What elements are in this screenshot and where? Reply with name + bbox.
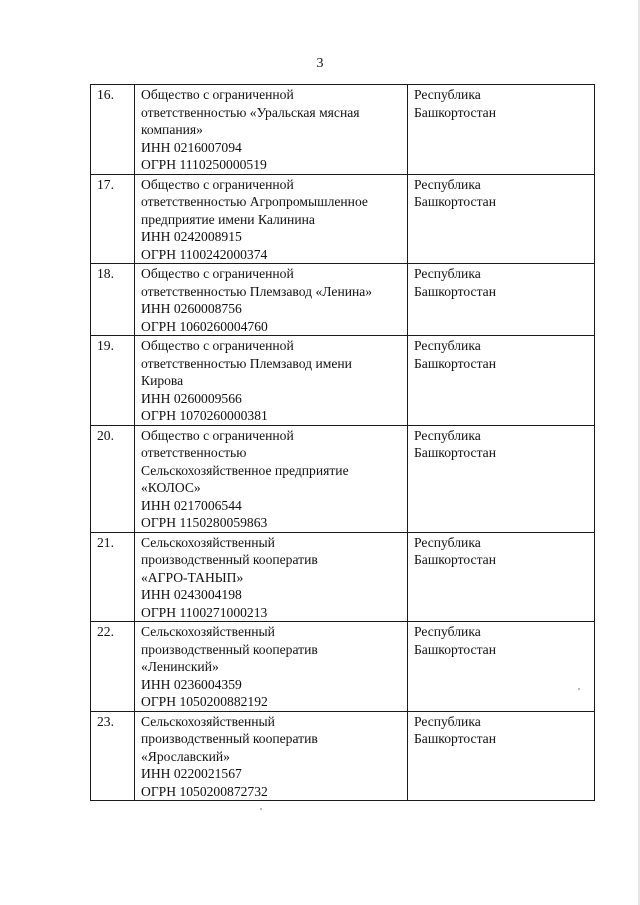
- organization-name-line: Сельскохозяйственный: [141, 534, 275, 550]
- inn-number: ИНН 0242008915: [141, 229, 242, 244]
- row-number: 22.: [91, 622, 135, 712]
- organization-name-line: Общество с ограниченной: [141, 338, 294, 353]
- organization-name-line: Общество с ограниченной: [141, 87, 294, 102]
- region-name-line: Башкортостан: [414, 355, 496, 371]
- organization-cell: [135, 425, 408, 532]
- region-name-line: Башкортостан: [414, 445, 496, 460]
- organization-registry-table: [90, 84, 595, 801]
- table-row: [91, 336, 595, 426]
- region-name-line: Республика: [414, 87, 481, 102]
- organization-name-line: производственный кооператив: [141, 552, 318, 567]
- organization-cell: [135, 336, 408, 426]
- region-cell: [408, 711, 595, 801]
- region-name-line: Республика: [414, 427, 481, 443]
- organization-name-line: Сельскохозяйственное предприятие: [141, 462, 349, 478]
- organization-name-line: «Ленинский»: [141, 659, 219, 674]
- ogrn-number: ОГРН 1100242000374: [141, 246, 268, 262]
- inn-number: ИНН 0236004359: [141, 676, 242, 692]
- ogrn-number: ОГРН 1100271000213: [141, 604, 268, 620]
- table-row: [91, 425, 595, 532]
- region-name-line: Башкортостан: [414, 641, 496, 657]
- scan-speck: [260, 808, 262, 810]
- ogrn-number: ОГРН 1110250000519: [141, 157, 267, 172]
- organization-cell: [135, 711, 408, 801]
- region-name-line: Республика: [414, 266, 481, 281]
- table-row: [91, 711, 595, 801]
- organization-cell: [135, 532, 408, 622]
- organization-name-line: ответственностью Агропромышленное: [141, 194, 368, 209]
- organization-cell: [135, 264, 408, 336]
- region-name-line: Республика: [414, 624, 481, 639]
- region-name-line: Башкортостан: [414, 731, 496, 746]
- organization-name-line: производственный кооператив: [141, 641, 318, 657]
- region-cell: [408, 85, 595, 175]
- organization-name-line: ответственностью Племзавод имени: [141, 355, 352, 371]
- inn-number: ИНН 0260008756: [141, 301, 242, 316]
- region-cell: [408, 622, 595, 712]
- page-number: 3: [316, 56, 324, 71]
- organization-name-line: ответственностью: [141, 445, 247, 460]
- region-name-line: Башкортостан: [414, 194, 496, 209]
- row-number: 17.: [91, 174, 135, 264]
- organization-cell: [135, 622, 408, 712]
- row-number: 21.: [91, 532, 135, 622]
- organization-name-line: производственный кооператив: [141, 731, 318, 746]
- region-cell: [408, 532, 595, 622]
- row-number: 20.: [91, 425, 135, 532]
- row-number: 23.: [91, 711, 135, 801]
- organization-cell: [135, 174, 408, 264]
- region-name-line: Башкортостан: [414, 104, 496, 120]
- organization-name-line: предприятие имени Калинина: [141, 211, 315, 227]
- scan-speck: [578, 688, 580, 690]
- ogrn-number: ОГРН 1050200882192: [141, 694, 268, 709]
- organization-name-line: Общество с ограниченной: [141, 176, 294, 192]
- region-name-line: Республика: [414, 534, 481, 550]
- ogrn-number: ОГРН 1150280059863: [141, 515, 268, 530]
- organization-name-line: «АГРО-ТАНЫП»: [141, 569, 244, 585]
- organization-name-line: «КОЛОС»: [141, 480, 201, 495]
- region-name-line: Республика: [414, 713, 481, 729]
- table-row: [91, 532, 595, 622]
- ogrn-number: ОГРН 1070260000381: [141, 408, 268, 423]
- region-cell: [408, 336, 595, 426]
- organization-name-line: Общество с ограниченной: [141, 427, 294, 443]
- organization-name-line: «Ярославский»: [141, 748, 230, 764]
- organization-name-line: Сельскохозяйственный: [141, 624, 275, 639]
- row-number: 19.: [91, 336, 135, 426]
- region-name-line: Башкортостан: [414, 283, 496, 299]
- table-row: [91, 264, 595, 336]
- table-row: [91, 622, 595, 712]
- organization-name-line: ответственностью «Уральская мясная: [141, 104, 360, 120]
- organization-cell: [135, 85, 408, 175]
- inn-number: ИНН 0260009566: [141, 390, 242, 406]
- ogrn-number: ОГРН 1060260004760: [141, 318, 268, 334]
- inn-number: ИНН 0217006544: [141, 497, 242, 513]
- region-name-line: Башкортостан: [414, 552, 496, 567]
- organization-name-line: Кирова: [141, 373, 184, 388]
- registry-table-body: [91, 85, 595, 801]
- region-name-line: Республика: [414, 338, 481, 353]
- organization-name-line: Сельскохозяйственный: [141, 713, 275, 729]
- inn-number: ИНН 0243004198: [141, 587, 242, 602]
- inn-number: ИНН 0216007094: [141, 139, 242, 155]
- ogrn-number: ОГРН 1050200872732: [141, 783, 268, 799]
- table-row: [91, 174, 595, 264]
- table-row: [91, 85, 595, 175]
- region-cell: [408, 174, 595, 264]
- region-name-line: Республика: [414, 176, 481, 192]
- organization-name-line: Общество с ограниченной: [141, 266, 294, 281]
- row-number: 16.: [91, 85, 135, 175]
- row-number: 18.: [91, 264, 135, 336]
- region-cell: [408, 264, 595, 336]
- organization-name-line: ответственностью Племзавод «Ленина»: [141, 283, 373, 299]
- inn-number: ИНН 0220021567: [141, 766, 242, 781]
- organization-name-line: компания»: [141, 122, 203, 137]
- region-cell: [408, 425, 595, 532]
